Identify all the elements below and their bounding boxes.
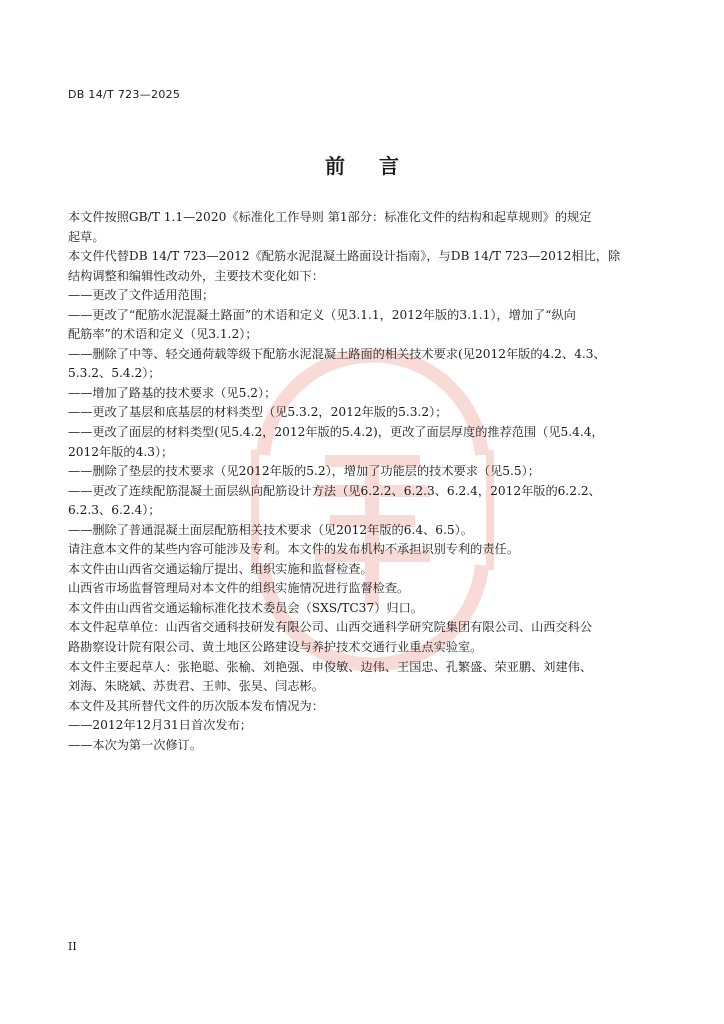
text-line: 请注意本文件的某些内容可能涉及专利。本文件的发布机构不承担识别专利的责任。 <box>68 542 519 557</box>
text-line: 5.3.2、5.4.2）； <box>68 366 161 381</box>
text-line: ——删除了普通混凝土面层配筋相关技术要求（见2012年版的6.4、6.5）。 <box>68 522 473 537</box>
document-code: DB 14/T 723—2025 <box>68 88 181 101</box>
text-line: 起草。 <box>68 229 105 244</box>
text-line: 2012年版的4.3）； <box>68 444 174 459</box>
text-line: ——2012年12月31日首次发布； <box>68 718 252 733</box>
text-line: 路勘察设计院有限公司、黄土地区公路建设与养护技术交通行业重点实验室。 <box>68 640 483 655</box>
text-line: ——更改了连续配筋混凝土面层纵向配筋设计方法（见6.2.2、6.2.3、6.2.4，2012年版的6.2.2、 <box>68 483 601 498</box>
text-line: 刘海、朱晓斌、苏贵君、王帅、张昊、闫志彬。 <box>68 679 324 694</box>
page-title: 前言 <box>325 154 433 178</box>
text-line: 配筋率”的术语和定义（见3.1.2）； <box>68 327 258 342</box>
foreword-body <box>68 208 660 755</box>
text-line: ——更改了“配筋水泥混凝土路面”的术语和定义（见3.1.1，2012年版的3.1.1），增加了“纵向 <box>68 307 576 322</box>
text-line: 本文件代替DB 14/T 723—2012《配筋水泥混凝土路面设计指南》，与DB 14/T 723—2012相比，除 <box>68 249 621 264</box>
text-line: ——删除了垫层的技术要求（见2012年版的5.2），增加了功能层的技术要求（见5.5）； <box>68 464 540 479</box>
text-line: 本文件起草单位：山西省交通科技研发有限公司、山西交通科学研究院集团有限公司、山西交科公 <box>68 620 593 635</box>
text-line: 结构调整和编辑性改动外，主要技术变化如下： <box>68 268 324 283</box>
text-line: 本文件主要起草人：张艳聪、张榆、刘艳强、申俊敏、边伟、王国忠、孔繁盛、荣亚鹏、刘建伟、 <box>68 659 593 674</box>
text-line: ——本次为第一次修订。 <box>68 737 203 752</box>
text-line: ——删除了中等、轻交通荷载等级下配筋水泥混凝土路面的相关技术要求(见2012年版的4.2、4.3、 <box>68 346 606 361</box>
page-number: II <box>68 940 77 953</box>
text-line: ——更改了基层和底基层的材料类型（见5.3.2，2012年版的5.3.2）； <box>68 405 448 420</box>
text-line: 山西省市场监督管理局对本文件的组织实施情况进行监督检查。 <box>68 581 410 596</box>
text-line: ——更改了面层的材料类型(见5.4.2，2012年版的5.4.2)，更改了面层厚度的推荐范围（见5.4.4， <box>68 425 604 440</box>
text-line: 本文件由山西省交通运输标准化技术委员会（SXS/TC37）归口。 <box>68 600 423 615</box>
text-line: ——更改了文件适用范围； <box>68 288 215 303</box>
text-line: 本文件由山西省交通运输厅提出、组织实施和监督检查。 <box>68 561 373 576</box>
text-line: 6.2.3、6.2.4）； <box>68 503 161 518</box>
text-line: 本文件按照GB/T 1.1—2020《标准化工作导则 第1部分：标准化文件的结构和起草规则》的规定 <box>68 210 592 224</box>
text-line: 本文件及其所替代文件的历次版本发布情况为： <box>68 698 324 713</box>
text-line: ——增加了路基的技术要求（见5.2）； <box>68 385 277 400</box>
